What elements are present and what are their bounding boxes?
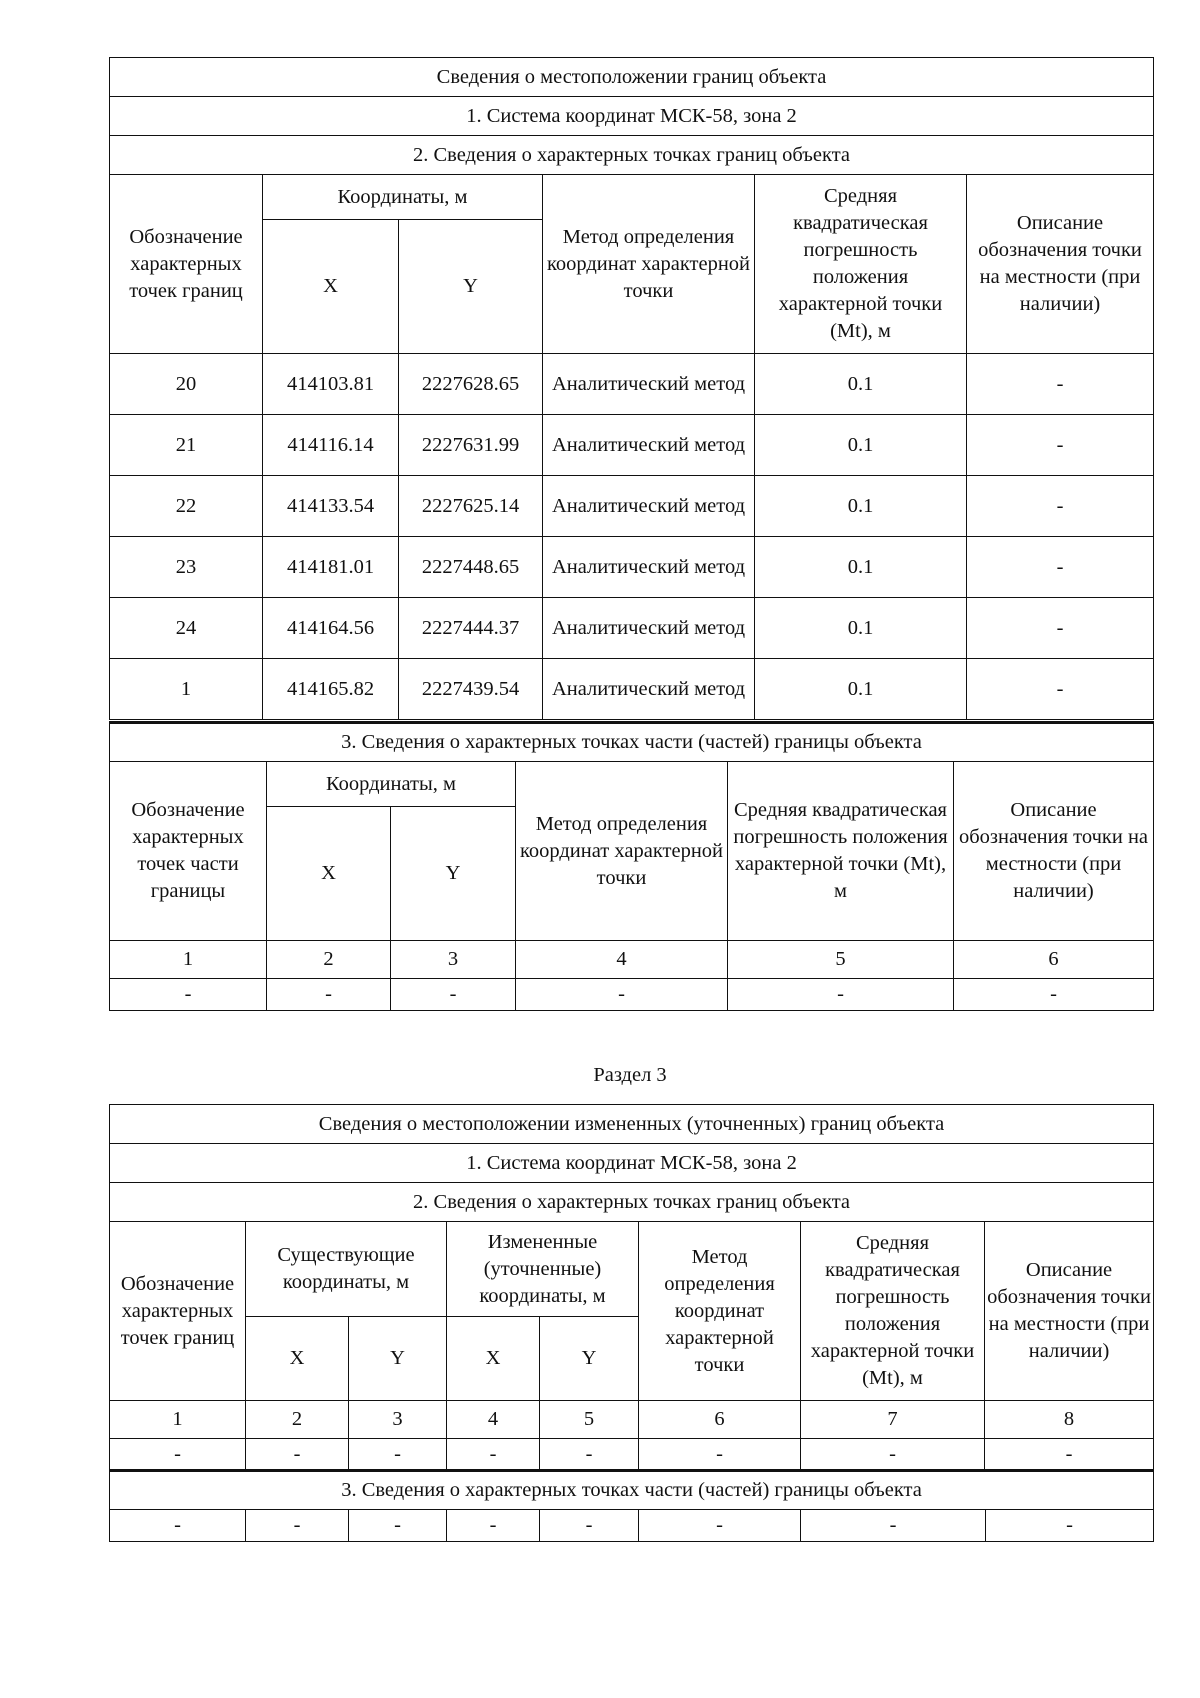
- cell-error: 0.1: [755, 598, 967, 659]
- empty-cell: -: [110, 979, 267, 1011]
- table-subtitle: 2. Сведения о характерных точках границ объекта: [110, 1183, 1154, 1222]
- cell-x: 414103.81: [263, 354, 399, 415]
- table-title: Сведения о местоположении измененных (уточненных) границ объекта: [110, 1105, 1154, 1144]
- empty-cell: -: [540, 1439, 639, 1471]
- header-y: Y: [399, 220, 543, 354]
- empty-cell: -: [110, 1439, 246, 1471]
- cell-method: Аналитический метод: [543, 476, 755, 537]
- table-row: [110, 1510, 1154, 1542]
- column-number: 5: [728, 941, 954, 979]
- cell-error: 0.1: [755, 354, 967, 415]
- table-title: Сведения о местоположении границ объекта: [110, 58, 1154, 97]
- table-row: [110, 979, 1154, 1011]
- empty-cell: -: [246, 1510, 349, 1542]
- cell-x: 414116.14: [263, 415, 399, 476]
- cell-desc: -: [967, 415, 1154, 476]
- header-changed-x: X: [447, 1317, 540, 1401]
- cell-point: 23: [110, 537, 263, 598]
- cell-x: 414133.54: [263, 476, 399, 537]
- cell-desc: -: [967, 659, 1154, 720]
- table-row: [110, 476, 1154, 537]
- header-error: Средняя квадратическая погрешность положения характерной точки (Mt), м: [755, 175, 967, 354]
- header-designation: Обозначение характерных точек границ: [110, 1222, 246, 1401]
- cell-y: 2227631.99: [399, 415, 543, 476]
- header-y: Y: [391, 807, 516, 941]
- header-description: Описание обозначения точки на местности (при наличии): [985, 1222, 1154, 1401]
- column-number: 3: [349, 1401, 447, 1439]
- boundary-points-table: [109, 57, 1154, 720]
- cell-desc: -: [967, 354, 1154, 415]
- header-existing-y: Y: [349, 1317, 447, 1401]
- header-existing-x: X: [246, 1317, 349, 1401]
- cell-y: 2227625.14: [399, 476, 543, 537]
- cell-desc: -: [967, 537, 1154, 598]
- cell-method: Аналитический метод: [543, 598, 755, 659]
- empty-cell: -: [246, 1439, 349, 1471]
- empty-cell: -: [349, 1510, 447, 1542]
- empty-cell: -: [801, 1510, 986, 1542]
- header-coords: Координаты, м: [267, 762, 516, 807]
- empty-cell: -: [516, 979, 728, 1011]
- empty-cell: -: [110, 1510, 246, 1542]
- column-number: 2: [267, 941, 391, 979]
- header-designation: Обозначение характерных точек границ: [110, 175, 263, 354]
- table-subtitle: 3. Сведения о характерных точках части (частей) границы объекта: [110, 723, 1154, 762]
- cell-error: 0.1: [755, 476, 967, 537]
- cell-y: 2227444.37: [399, 598, 543, 659]
- cell-point: 20: [110, 354, 263, 415]
- empty-cell: -: [639, 1510, 801, 1542]
- table-row: [110, 659, 1154, 720]
- empty-cell: -: [267, 979, 391, 1011]
- empty-cell: -: [349, 1439, 447, 1471]
- cell-point: 21: [110, 415, 263, 476]
- cell-point: 22: [110, 476, 263, 537]
- cell-x: 414181.01: [263, 537, 399, 598]
- header-existing-coords: Существующие координаты, м: [246, 1222, 447, 1317]
- column-number: 1: [110, 1401, 246, 1439]
- header-error: Средняя квадратическая погрешность положения характерной точки (Mt), м: [801, 1222, 985, 1401]
- header-changed-coords: Измененные (уточненные) координаты, м: [447, 1222, 639, 1317]
- cell-error: 0.1: [755, 537, 967, 598]
- table-subtitle: 3. Сведения о характерных точках части (частей) границы объекта: [110, 1471, 1154, 1510]
- table-subtitle: 2. Сведения о характерных точках границ объекта: [110, 136, 1154, 175]
- column-number: 5: [540, 1401, 639, 1439]
- empty-cell: -: [540, 1510, 639, 1542]
- empty-cell: -: [639, 1439, 801, 1471]
- cell-error: 0.1: [755, 659, 967, 720]
- table-row: [110, 415, 1154, 476]
- cell-y: 2227448.65: [399, 537, 543, 598]
- column-number: 6: [954, 941, 1154, 979]
- cell-point: 1: [110, 659, 263, 720]
- empty-cell: -: [728, 979, 954, 1011]
- empty-cell: -: [801, 1439, 985, 1471]
- column-number: 4: [516, 941, 728, 979]
- column-number: 4: [447, 1401, 540, 1439]
- column-number: 8: [985, 1401, 1154, 1439]
- table-row: [110, 354, 1154, 415]
- table-row: [110, 537, 1154, 598]
- column-number: 7: [801, 1401, 985, 1439]
- header-method: Метод определения координат характерной точки: [516, 762, 728, 941]
- table-row: [110, 1439, 1154, 1471]
- header-changed-y: Y: [540, 1317, 639, 1401]
- cell-desc: -: [967, 598, 1154, 659]
- header-method: Метод определения координат характерной точки: [543, 175, 755, 354]
- header-x: X: [263, 220, 399, 354]
- empty-cell: -: [986, 1510, 1154, 1542]
- column-numbers-row: [110, 1401, 1154, 1439]
- column-number: 1: [110, 941, 267, 979]
- column-number: 3: [391, 941, 516, 979]
- column-number: 6: [639, 1401, 801, 1439]
- cell-method: Аналитический метод: [543, 354, 755, 415]
- coord-system: 1. Система координат МСК-58, зона 2: [110, 97, 1154, 136]
- cell-y: 2227439.54: [399, 659, 543, 720]
- changed-boundary-table: [109, 1104, 1154, 1542]
- header-coords: Координаты, м: [263, 175, 543, 220]
- coord-system: 1. Система координат МСК-58, зона 2: [110, 1144, 1154, 1183]
- empty-cell: -: [391, 979, 516, 1011]
- cell-desc: -: [967, 476, 1154, 537]
- cell-method: Аналитический метод: [543, 415, 755, 476]
- header-x: X: [267, 807, 391, 941]
- empty-cell: -: [447, 1510, 540, 1542]
- header-method: Метод определения координат характерной точки: [639, 1222, 801, 1401]
- header-description: Описание обозначения точки на местности (при наличии): [954, 762, 1154, 941]
- column-number: 2: [246, 1401, 349, 1439]
- empty-cell: -: [447, 1439, 540, 1471]
- cell-method: Аналитический метод: [543, 659, 755, 720]
- section-heading: Раздел 3: [593, 1064, 667, 1086]
- header-designation: Обозначение характерных точек части границы: [110, 762, 267, 941]
- boundary-part-points-table: [109, 721, 1154, 1011]
- cell-error: 0.1: [755, 415, 967, 476]
- cell-point: 24: [110, 598, 263, 659]
- table-row: [110, 598, 1154, 659]
- header-description: Описание обозначения точки на местности (при наличии): [967, 175, 1154, 354]
- cell-y: 2227628.65: [399, 354, 543, 415]
- empty-cell: -: [985, 1439, 1154, 1471]
- column-numbers-row: [110, 941, 1154, 979]
- cell-x: 414164.56: [263, 598, 399, 659]
- cell-x: 414165.82: [263, 659, 399, 720]
- cell-method: Аналитический метод: [543, 537, 755, 598]
- empty-cell: -: [954, 979, 1154, 1011]
- header-error: Средняя квадратическая погрешность положения характерной точки (Mt), м: [728, 762, 954, 941]
